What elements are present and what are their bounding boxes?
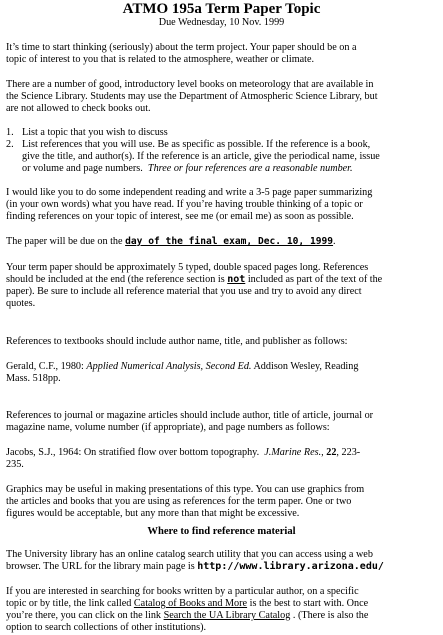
catalog-of-books-link[interactable]: Catalog of Books and More [133,598,248,609]
text-segment: topic or by title, the link called [6,598,132,609]
citation-title: Applied Numerical Analysis, Second Ed. [86,361,252,372]
list-item-text-plain: or volume and page numbers. [22,163,143,174]
text-line [6,598,436,610]
text-segment: browser. The URL for the library main page is [6,561,195,572]
not-emphasis: not [227,274,246,285]
citation-volume: 22 [326,447,337,458]
text-line: There are a number of good, introductory level books on meteorology that are available in [6,79,374,90]
list-item-text [22,163,353,175]
text-line [6,561,436,573]
text-line: It’s time to start thinking (seriously) about the term project. Your paper should be on a [6,42,357,53]
text-line: References to journal or magazine articles should include author, title of article, journal or [6,410,374,421]
citation-author-title: Jacobs, S.J., 1964: On stratified flow over bottom topography. [6,447,260,458]
library-url: http://www.library.arizona.edu/ [197,561,384,572]
list-number: 2. [6,139,14,150]
text-line: paper). Be sure to include all reference material that you use and try to avoid any direct [6,286,362,297]
citation-pages: , 223- [336,447,361,458]
page-title: ATMO 195a Term Paper Topic [122,1,321,17]
text-line: the articles and books that you are using as references for the term paper. One or two [6,496,352,507]
text-line: Graphics may be useful in making presentations of this type. You can use graphics from [6,484,365,495]
text-segment: you’re there, you can click on the link [6,610,162,621]
due-date-subtitle: Due Wednesday, 10 Nov. 1999 [158,17,285,28]
text-line: If you are interested in searching for books written by a particular author, on a specific [6,586,359,597]
text-line: Your term paper should be approximately 5 typed, double spaced pages long. References [6,262,369,273]
text-line: topic of interest to you that is related to the atmosphere, weather or climate. [6,54,315,65]
text-line [6,610,436,622]
final-exam-date: day of the final exam, Dec. 10, 1999 [125,236,334,247]
list-item-text-italic: Three or four references are a reasonable number. [147,163,353,174]
text-segment: . (There is also the [292,610,369,621]
text-line: (in your own words) what you have read. If you’re having trouble thinking of a topic or [6,199,363,210]
text-line: finding references on your topic of interest, see me (or email me) as soon as possible. [6,211,354,222]
text-line: The University library has an online catalog search utility that you can access using a web [6,549,373,560]
text-line: are not allowed to check books out. [6,103,151,114]
due-paragraph [6,236,436,248]
text-line: 235. [6,459,24,470]
search-ua-library-catalog-link[interactable]: Search the UA Library Catalog [163,610,291,621]
text-line: magazine name, volume number (if appropriate), and page numbers as follows: [6,422,330,433]
textbook-reference-instructions: References to textbooks should include author name, title, and publisher as follows: [6,336,348,347]
text-line [6,361,436,373]
list-item-text: List references that you will use. Be as specific as possible. If the reference is a book, [22,139,371,150]
list-item-text: give the title, and author(s). If the reference is an article, give the periodical name, issue [22,151,380,162]
text-segment: should be included at the end (the reference section is [6,274,225,285]
list-number: 1. [6,127,14,138]
text-line: Mass. 518pp. [6,373,61,384]
text-segment: included as part of the text of the [247,274,383,285]
list-item-text: List a topic that you wish to discuss [22,127,168,138]
text-line: option to search collections of other institutions). [6,622,207,633]
text-line: quotes. [6,298,36,309]
section-heading: Where to find reference material [147,526,296,537]
due-suffix: . [333,236,336,247]
due-prefix: The paper will be due on the [6,236,123,247]
text-segment: is the best to start with. Once [247,598,369,609]
text-line [6,447,436,459]
citation-journal: J.Marine Res., [264,447,324,458]
text-line: the Science Library. Students may use the Department of Atmospheric Science Library, but [6,91,378,102]
citation-publisher: Addison Wesley, Reading [253,361,359,372]
citation-author-year: Gerald, C.F., 1980: [6,361,84,372]
text-line [6,274,436,286]
text-line: figures would be acceptable, but any more than that might be excessive. [6,508,300,519]
text-line: I would like you to do some independent reading and write a 3-5 page paper summarizing [6,187,373,198]
